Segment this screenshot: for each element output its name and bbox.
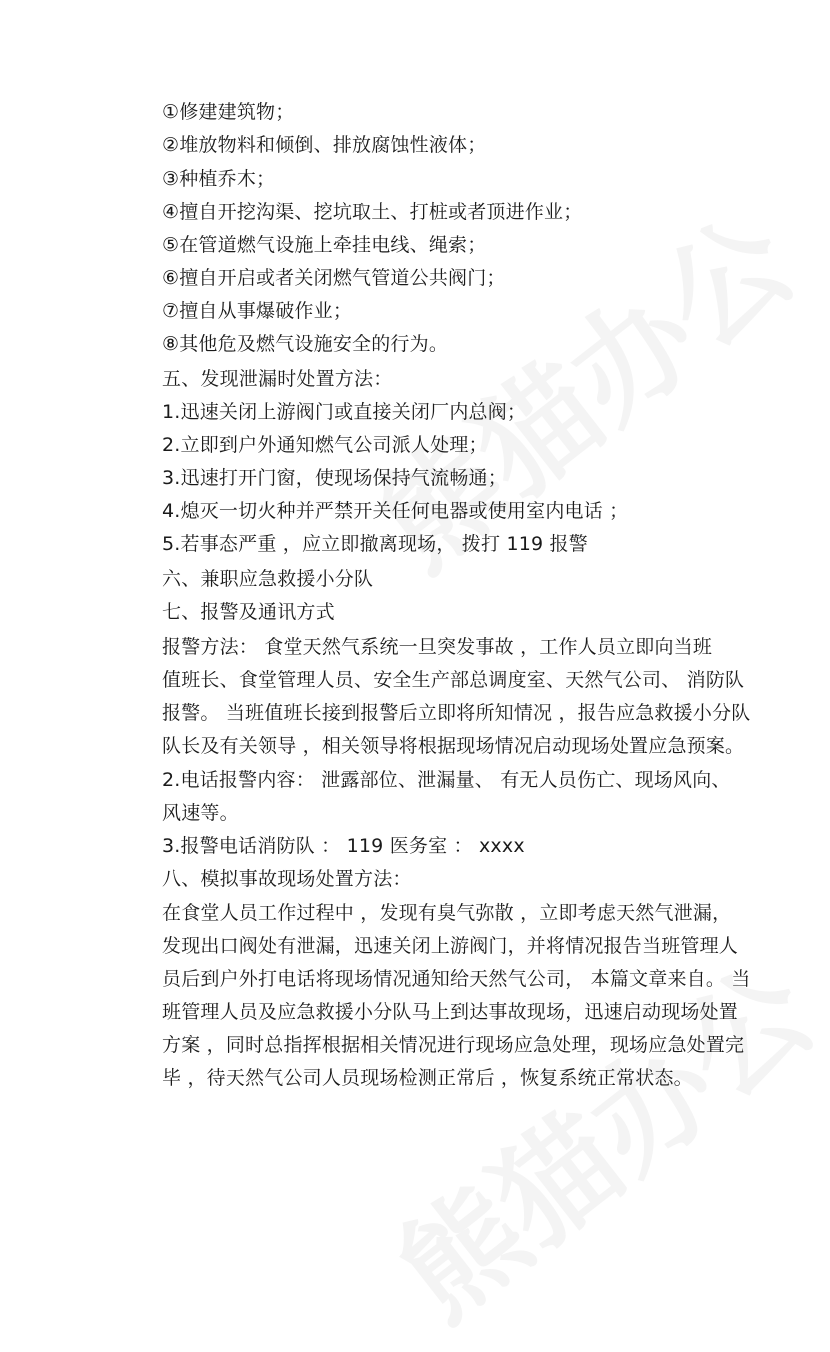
list-item: ⑧其他危及燃气设施安全的行为。 xyxy=(162,333,449,355)
list-item: ⑤在管道燃气设施上牵挂电线、绳索； xyxy=(162,234,487,256)
list-item: 5.若事态严重 ，应立即撤离现场， 拨打 119 报警 xyxy=(162,533,588,555)
paragraph-line: 班管理人员及应急救援小分队马上到达事故现场，迅速启动现场处置 xyxy=(162,1001,739,1023)
section-heading: 七、报警及通讯方式 xyxy=(162,601,335,623)
paragraph-line: 发现出口阀处有泄漏，迅速关闭上游阀门，并将情况报告当班管理人 xyxy=(162,935,739,957)
list-item: ⑦擅自从事爆破作业； xyxy=(162,300,353,322)
list-item: ②堆放物料和倾倒、排放腐蚀性液体； xyxy=(162,134,487,156)
paragraph-line: 队长及有关领导 ，相关领导将根据现场情况启动现场处置应急预案。 xyxy=(162,735,745,757)
paragraph-line: 报警方法： 食堂天然气系统一旦突发事故 ，工作人员立即向当班 xyxy=(162,636,713,658)
paragraph-line: 在食堂人员工作过程中 ，发现有臭气弥散 ，立即考虑天然气泄漏， xyxy=(162,902,732,924)
list-item: ④擅自开挖沟渠、挖坑取土、打桩或者顶进作业； xyxy=(162,201,583,223)
paragraph-line: 毕 ，待天然气公司人员现场检测正常后 ，恢复系统正常状态。 xyxy=(162,1067,693,1089)
paragraph-line: 员后到户外打电话将现场情况通知给天然气公司， 本篇文章来自。 当 xyxy=(162,968,751,990)
list-item: 3.迅速打开门窗，使现场保持气流畅通； xyxy=(162,467,507,489)
paragraph-line: 3.报警电话消防队 ： 119 医务室 ： xxxx xyxy=(162,835,525,857)
paragraph-line: 报警。 当班值班长接到报警后立即将所知情况 ，报告应急救援小分队 xyxy=(162,702,751,724)
paragraph-line: 2.电话报警内容： 泄露部位、泄漏量、 有无人员伤亡、现场风向、 xyxy=(162,769,731,791)
list-item: 2.立即到户外通知燃气公司派人处理； xyxy=(162,434,488,456)
list-item: 4.熄灭一切火种并严禁开关任何电器或使用室内电话 ； xyxy=(162,500,629,522)
paragraph-line: 值班长、食堂管理人员、安全生产部总调度室、天然气公司、 消防队 xyxy=(162,669,745,691)
section-heading: 五、发现泄漏时处置方法： xyxy=(162,368,393,390)
list-item: ①修建建筑物； xyxy=(162,101,295,123)
list-item: ⑥擅自开启或者关闭燃气管道公共阀门； xyxy=(162,267,506,289)
paragraph-line: 方案 ，同时总指挥根据相关情况进行现场应急处理，现场应急处置完 xyxy=(162,1034,745,1056)
paragraph-line: 风速等。 xyxy=(162,802,239,824)
list-item: ③种植乔木； xyxy=(162,168,276,190)
list-item: 1.迅速关闭上游阀门或直接关闭厂内总阀； xyxy=(162,401,527,423)
section-heading: 六、兼职应急救援小分队 xyxy=(162,568,374,590)
section-heading: 八、模拟事故现场处置方法： xyxy=(162,868,412,890)
